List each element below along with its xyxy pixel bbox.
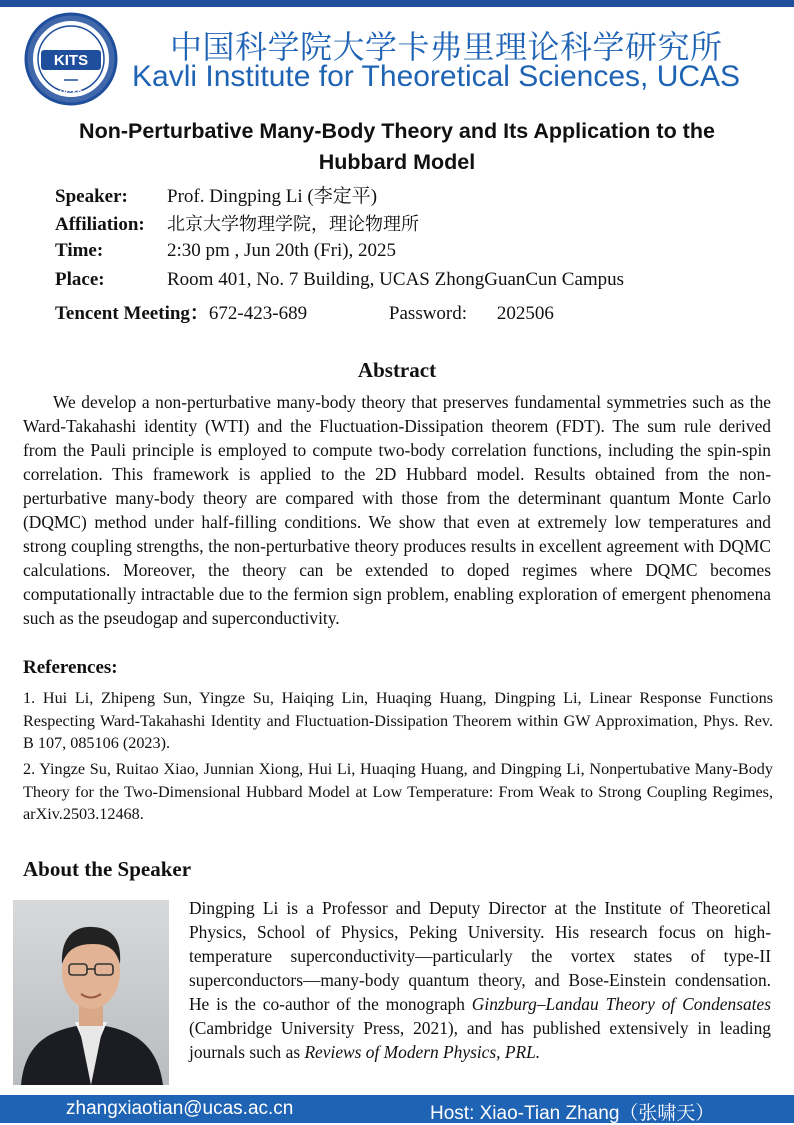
svg-text:KITS: KITS [53,52,89,69]
institute-name-cn: 中国科学院大学卡弗里理论科学研究所 [170,28,723,66]
journals: Reviews of Modern Physics, PRL. [304,1042,541,1062]
institute-name-en: Kavli Institute for Theoretical Sciences, UCAS [132,60,741,93]
footer-bar [0,1095,794,1123]
bio-part-2: (Cambridge University Press, 2021), and has published extensively in leading journals such as [189,1018,771,1062]
reference-item-2: 2. Yingze Su, Ruitao Xiao, Junnian Xiong, Hui Li, Huaqing Huang, and Dingping Li, Nonpertubative Many-Body Theory for the Two-Dimensional Hubbard Model at Low Temperature: From Weak to Strong Coupling Regimes, arXiv.2503.12468. [23,760,773,823]
kits-logo [24,12,118,106]
contact-email[interactable]: zhangxiaotian@ucas.ac.cn [66,1098,294,1119]
affiliation-row [55,210,419,236]
place-value: Room 401, No. 7 Building, UCAS ZhongGuanCun Campus [167,269,625,290]
top-bar [0,0,794,7]
references-heading: References: [23,657,118,678]
speaker-row [55,181,377,208]
reference-item-1: 1. Hui Li, Zhipeng Sun, Yingze Su, Haiqing Lin, Huaqing Huang, Dingping Li, Linear Response Functions Respecting Ward-Takahashi Identity and Fluctuation-Dissipation Theorem within GW Approximation, Phys. Rev. B 107, 085106 (2023). [23,689,773,752]
svg-text:UCAS: UCAS [59,89,83,98]
speaker-photo [13,900,169,1085]
speaker-value: Prof. Dingping Li (李定平) [167,186,378,207]
place-row [55,269,624,291]
bio-part-1: Dingping Li is a Professor and Deputy Director at the Institute of Theoretical Physics, School of Physics, Peking University. His research focus on high-temperature superconductivity—particularly the vortex states of type-II superconductors—many-body quantum theory, and Bose-Einstein condensation. He is the co-author of the monograph [189,898,771,1014]
abstract-heading: Abstract [357,358,437,382]
abstract-text: We develop a non-perturbative many-body theory that preserves fundamental symmetries such as the Ward-Takahashi identity (WTI) and the Fluctuation-Dissipation theorem (FDT). The sum rule derived from the Pauli principle is employed to compute two-body correlation functions, including the spin-spin correlation. This framework is applied to the 2D Hubbard model. Results obtained from the non-perturbative many-body theory are compared with those from the determinant quantum Monte Carlo (DQMC) method under half-filling conditions. We show that even at extremely low temperatures and strong coupling strengths, the non-perturbative theory produces results in excellent agreement with DQMC calculations. Moreover, the theory can be extended to doped regimes where DQMC becomes computationally intractable due to the fermion sign problem, enabling exploration of emergent phenomena such as the pseudogap and superconductivity. [23,392,771,628]
host-name: Host: Xiao-Tian Zhang（张啸天） [430,1103,715,1124]
meeting-row [55,298,554,325]
time-label: Time: [55,240,104,261]
place-label: Place: [55,269,105,290]
affiliation-value: 北京大学物理学院，理论物理所 [167,214,419,235]
speaker-label: Speaker: [55,186,128,207]
time-value: 2:30 pm , Jun 20th (Fri), 2025 [167,240,397,261]
about-heading: About the Speaker [23,857,192,881]
affiliation-label: Affiliation: [55,214,145,235]
meeting-id: 672-423-689 [208,303,308,324]
time-row [55,240,396,262]
meeting-label: Tencent Meeting： [55,303,209,324]
talk-title: Non-Perturbative Many-Body Theory and Its Application to the Hubbard Model [79,119,715,174]
password-label: Password: [388,303,468,324]
password-value: 202506 [496,303,554,324]
book-title: Ginzburg–Landau Theory of Condensates [471,994,771,1014]
speaker-bio [189,896,771,1064]
